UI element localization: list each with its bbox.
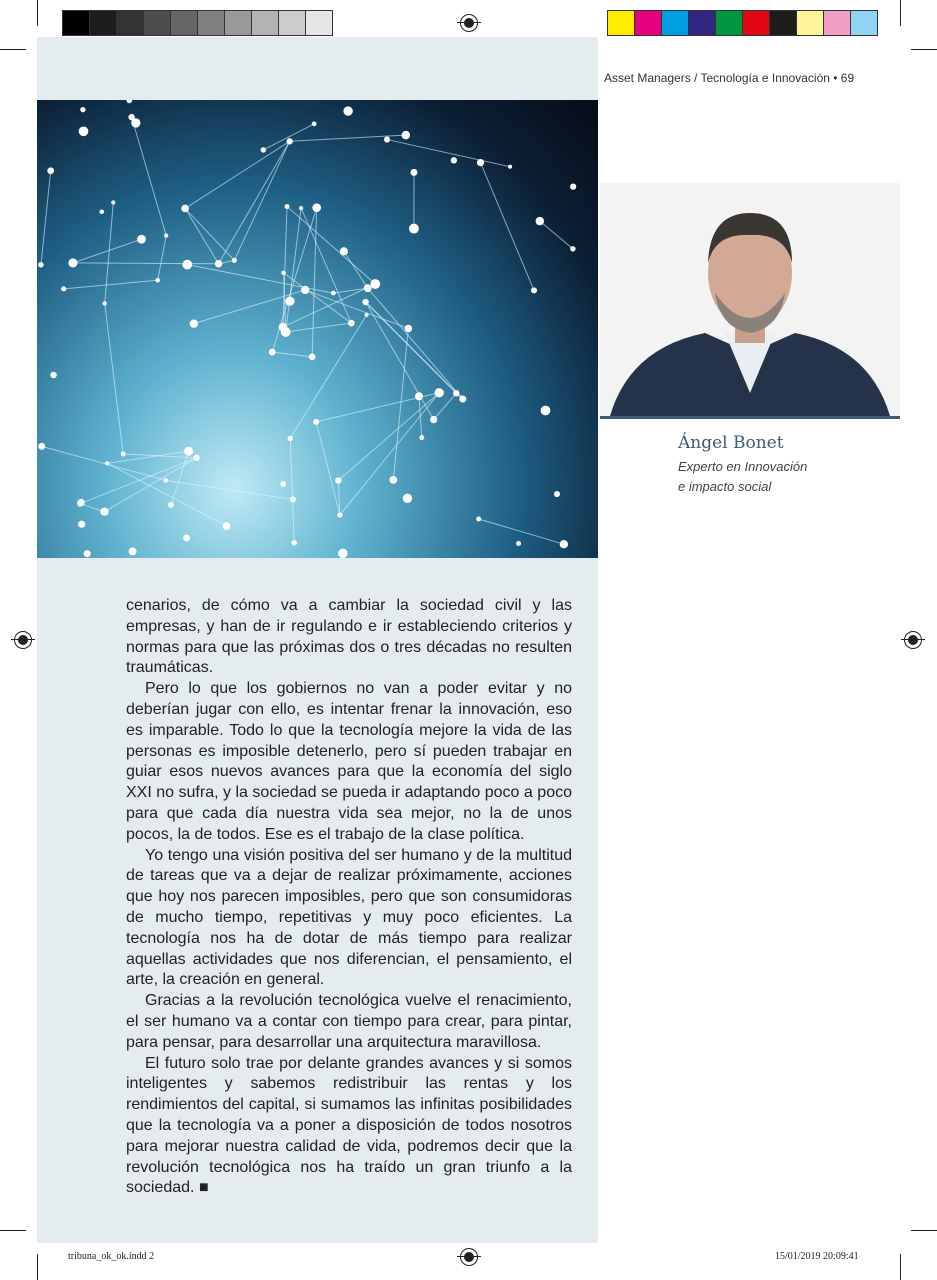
color-swatch bbox=[824, 11, 851, 35]
color-swatch bbox=[689, 11, 716, 35]
paragraph: Pero lo que los gobiernos no van a poder evitar y no deberían jugar con ello, es intentar frenar la innovación, eso es imparable. Todo lo que la tecnología mejore la vida de las personas es imposible detenerlo, pero sí pueden trabajar en guiar esos nuevos avances para que la economía del siglo XXI no sufra, y la sociedad se pueda ir adaptando poco a poco para que cada día nuestra vida sea mejor, no la de unos pocos, la de todos. Ese es el trabajo de la clase política. bbox=[126, 680, 572, 843]
color-swatch bbox=[770, 11, 797, 35]
network-line bbox=[344, 251, 368, 288]
author-photo bbox=[600, 183, 900, 419]
network-node bbox=[451, 157, 457, 163]
paragraph: cenarios, de cómo va a cambiar la sociedad civil y las empresas, y han de ir regulando e ir estableciendo criterios y normas para que las próximas dos o tres décadas no resulten traumáticas. bbox=[126, 597, 572, 677]
network-node bbox=[168, 502, 174, 508]
color-swatch bbox=[635, 11, 662, 35]
network-node bbox=[536, 217, 544, 225]
crop-mark bbox=[37, 0, 38, 26]
network-node bbox=[331, 291, 336, 296]
network-node bbox=[541, 406, 551, 416]
network-node bbox=[285, 296, 294, 305]
network-node bbox=[190, 319, 198, 327]
crop-mark bbox=[900, 0, 901, 26]
network-node bbox=[79, 126, 89, 136]
network-node bbox=[280, 481, 286, 487]
network-node bbox=[68, 258, 77, 267]
network-line bbox=[187, 265, 333, 293]
crop-mark bbox=[37, 1254, 38, 1280]
network-line bbox=[104, 458, 196, 512]
network-node bbox=[47, 167, 54, 174]
crop-mark bbox=[900, 1254, 901, 1280]
network-node bbox=[103, 301, 107, 305]
network-line bbox=[287, 207, 375, 284]
paragraph: Gracias a la revolución tecnológica vuelve el renacimiento, el ser humano va a contar con tiempo para crear, para pintar, para pensar, para desarrollar una arquitectura maravillosa. bbox=[126, 992, 572, 1051]
network-line bbox=[286, 208, 301, 332]
network-line bbox=[290, 315, 366, 439]
network-line bbox=[286, 323, 352, 332]
network-node bbox=[184, 447, 193, 456]
network-node bbox=[335, 477, 341, 483]
network-node bbox=[531, 287, 537, 293]
network-node bbox=[38, 262, 44, 268]
network-node bbox=[126, 100, 132, 103]
color-swatch bbox=[608, 11, 635, 35]
color-swatch bbox=[743, 11, 770, 35]
network-node bbox=[435, 388, 444, 397]
crop-mark bbox=[911, 49, 937, 50]
grayscale-bar bbox=[62, 10, 333, 36]
slug-datetime: 15/01/2019 20:09:41 bbox=[775, 1251, 859, 1262]
network-node bbox=[286, 138, 292, 144]
slug-filename: tribuna_ok_ok.indd 2 bbox=[68, 1251, 155, 1262]
network-line bbox=[338, 393, 439, 481]
network-line bbox=[316, 422, 340, 515]
network-node bbox=[78, 521, 85, 528]
network-lines bbox=[37, 100, 598, 558]
network-node bbox=[129, 547, 137, 555]
network-node bbox=[215, 260, 222, 267]
network-line bbox=[41, 171, 51, 265]
network-node bbox=[80, 107, 85, 112]
network-line bbox=[480, 163, 534, 291]
network-node bbox=[338, 549, 348, 558]
color-swatch bbox=[252, 11, 279, 35]
network-node bbox=[403, 494, 412, 503]
network-line bbox=[333, 288, 367, 293]
network-line bbox=[132, 117, 167, 235]
network-node bbox=[164, 234, 168, 238]
network-node bbox=[155, 278, 160, 283]
network-node bbox=[554, 491, 560, 497]
registration-mark-bottom bbox=[460, 1248, 478, 1266]
network-node bbox=[384, 137, 390, 143]
author-role-line1: Experto en Innovación bbox=[678, 459, 808, 474]
color-swatch bbox=[797, 11, 824, 35]
network-line bbox=[64, 280, 158, 289]
network-line bbox=[272, 352, 312, 357]
network-line bbox=[42, 446, 166, 480]
article-body bbox=[126, 596, 572, 1199]
color-swatch bbox=[63, 11, 90, 35]
network-node bbox=[100, 508, 108, 516]
network-node bbox=[111, 200, 115, 204]
network-line bbox=[434, 393, 457, 419]
network-node bbox=[409, 224, 419, 234]
network-line bbox=[73, 239, 142, 263]
network-node bbox=[164, 478, 169, 483]
network-node bbox=[182, 260, 192, 270]
network-line bbox=[283, 284, 375, 327]
network-node bbox=[370, 279, 380, 289]
network-node bbox=[285, 204, 290, 209]
portrait-illustration bbox=[600, 183, 900, 416]
crop-mark bbox=[0, 1230, 26, 1231]
color-swatch bbox=[144, 11, 171, 35]
network-node bbox=[362, 299, 368, 305]
paragraph: El futuro solo trae por delante grandes avances y si somos inteligentes y sabemos redistribuir las rentas y los rendimientos del capital, si sumamos las infinitas posibilidades que la tecnología va a poner a disposición de todos nosotros para mejorar nuestra calidad de vida, podremos decir que la revolución tecnológica nos ha traído un gran triunfo a la sociedad. ■ bbox=[126, 1054, 572, 1197]
author-name: Ángel Bonet bbox=[678, 433, 784, 453]
network-node bbox=[453, 390, 460, 397]
color-swatch bbox=[198, 11, 225, 35]
registration-mark-right bbox=[904, 631, 922, 649]
network-line bbox=[290, 438, 294, 543]
network-node bbox=[183, 535, 190, 542]
color-swatch bbox=[279, 11, 306, 35]
network-node bbox=[291, 540, 297, 546]
network-node bbox=[84, 550, 91, 557]
network-node bbox=[137, 235, 146, 244]
network-node bbox=[570, 184, 576, 190]
network-node bbox=[402, 131, 411, 140]
network-line bbox=[171, 451, 189, 505]
network-node bbox=[389, 476, 397, 484]
network-line bbox=[284, 273, 352, 323]
network-node bbox=[299, 206, 303, 210]
network-node bbox=[410, 169, 417, 176]
network-line bbox=[105, 203, 114, 304]
network-line bbox=[393, 328, 408, 479]
network-globe-image bbox=[37, 100, 598, 558]
network-line bbox=[540, 221, 573, 249]
paragraph: Yo tengo una visión positiva del ser humano y de la multitud de tareas que va a dejar de realizar próximamente, acciones que hoy nos parecen imposibles, pero que son consumidoras de mucho tiempo, repetitivas y muy poco eficientes. La tecnología nos ha de dotar de más tiempo para realizar aquellas actividades que nos diferencian, el pensamiento, el arte, la creación en general. bbox=[126, 846, 572, 989]
network-line bbox=[368, 288, 463, 399]
color-swatch bbox=[716, 11, 743, 35]
color-swatch bbox=[662, 11, 689, 35]
color-bar bbox=[607, 10, 878, 36]
network-node bbox=[459, 395, 466, 402]
network-node bbox=[508, 165, 512, 169]
network-node bbox=[313, 419, 319, 425]
network-line bbox=[479, 519, 564, 544]
network-node bbox=[128, 114, 134, 120]
network-node bbox=[50, 372, 56, 378]
registration-mark-top bbox=[460, 14, 478, 32]
network-node bbox=[223, 522, 231, 530]
network-node bbox=[477, 159, 484, 166]
network-node bbox=[181, 205, 189, 213]
network-line bbox=[105, 303, 123, 454]
network-node bbox=[77, 500, 83, 506]
network-node bbox=[281, 270, 286, 275]
author-role-line2: e impacto social bbox=[678, 479, 772, 494]
network-node bbox=[121, 451, 126, 456]
network-line bbox=[387, 140, 510, 167]
crop-mark bbox=[911, 1230, 937, 1231]
color-swatch bbox=[306, 11, 332, 35]
network-node bbox=[476, 516, 481, 521]
network-node bbox=[570, 246, 575, 251]
network-line bbox=[73, 263, 219, 264]
network-node bbox=[340, 247, 348, 255]
network-node bbox=[309, 354, 316, 361]
network-node bbox=[232, 258, 237, 263]
network-node bbox=[337, 512, 342, 517]
color-swatch bbox=[117, 11, 144, 35]
network-line bbox=[219, 141, 290, 263]
color-swatch bbox=[171, 11, 198, 35]
network-line bbox=[185, 208, 234, 260]
network-node bbox=[312, 203, 321, 212]
crop-mark bbox=[0, 49, 26, 50]
network-node bbox=[419, 435, 424, 440]
network-line bbox=[263, 124, 314, 150]
network-node bbox=[312, 121, 317, 126]
network-node bbox=[100, 210, 104, 214]
network-node bbox=[61, 286, 66, 291]
color-swatch bbox=[90, 11, 117, 35]
network-node bbox=[288, 436, 293, 441]
color-swatch bbox=[851, 11, 877, 35]
network-line bbox=[166, 480, 293, 499]
network-node bbox=[516, 541, 521, 546]
color-swatch bbox=[225, 11, 252, 35]
network-node bbox=[430, 416, 437, 423]
network-node bbox=[343, 106, 352, 115]
network-node bbox=[261, 147, 266, 152]
network-line bbox=[107, 463, 226, 526]
network-node bbox=[269, 349, 276, 356]
network-node bbox=[38, 443, 45, 450]
network-line bbox=[340, 393, 439, 515]
network-line bbox=[185, 208, 218, 263]
registration-mark-left bbox=[14, 631, 32, 649]
network-line bbox=[158, 236, 166, 281]
network-node bbox=[405, 325, 413, 333]
running-head: Asset Managers / Tecnología e Innovación • 69 bbox=[604, 71, 855, 85]
